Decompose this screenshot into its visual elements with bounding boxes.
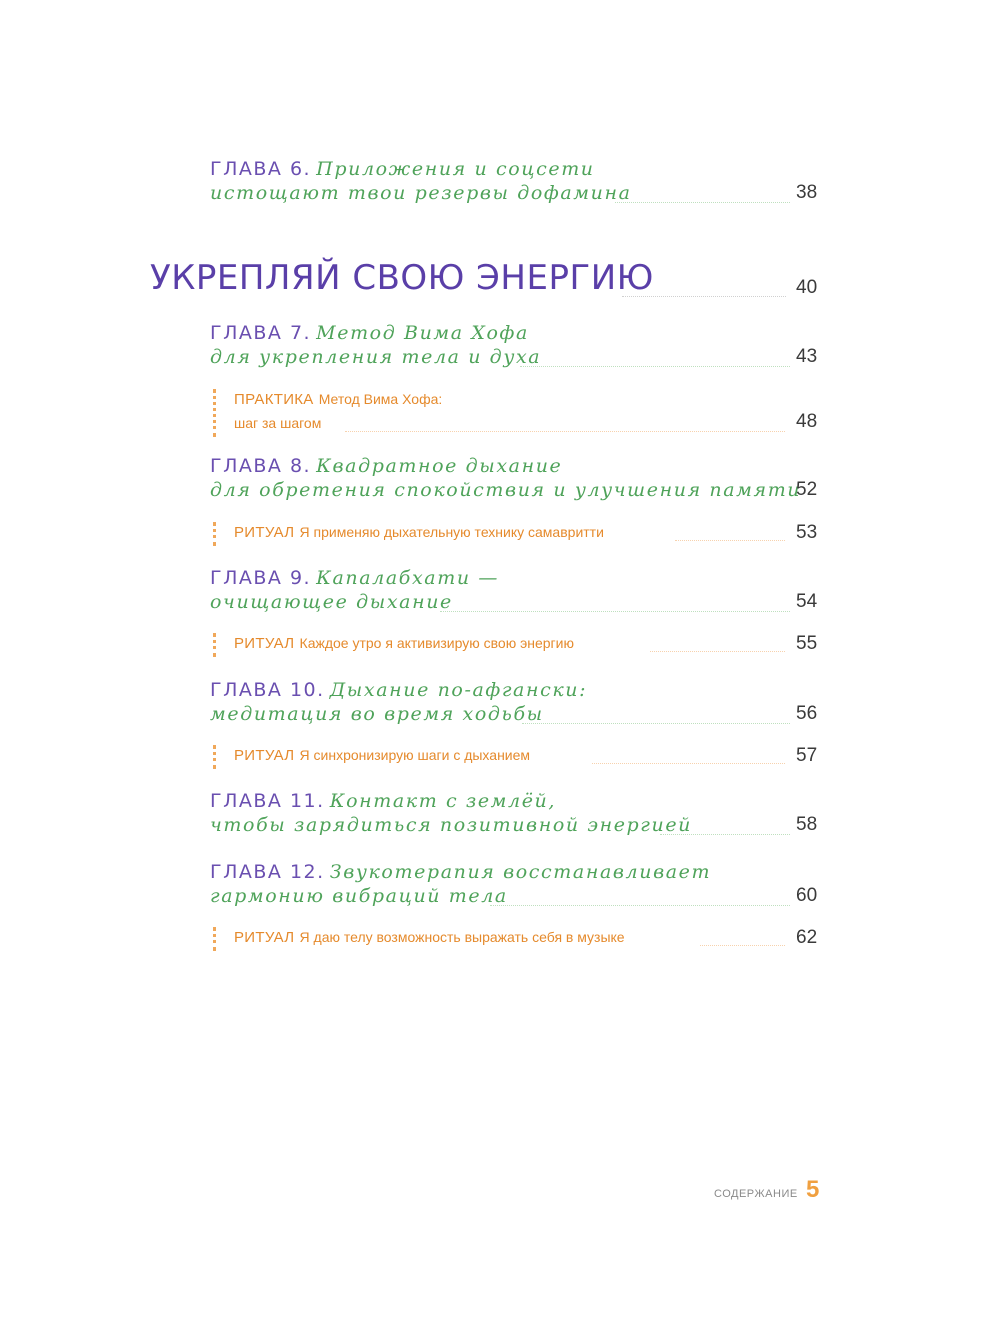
ritual-title: Я применяю дыхательную технику самавритти [299, 524, 604, 540]
chapter-title-line2: очищающее дыхание [210, 591, 453, 613]
chapter-label: ГЛАВА 6. [210, 158, 312, 180]
page-number: 53 [796, 522, 818, 543]
page-number: 55 [796, 633, 818, 654]
page-number: 62 [796, 927, 818, 948]
ritual-label: РИТУАЛ [234, 747, 295, 764]
dotted-marker [213, 389, 216, 437]
page-number: 56 [796, 703, 818, 724]
chapter-title-line1: Квадратное дыхание [316, 455, 563, 477]
dot-leader [490, 905, 790, 906]
dot-leader [675, 540, 785, 541]
chapter-title-line1: Контакт с землёй, [329, 790, 557, 812]
dotted-marker [213, 522, 216, 546]
chapter-title-line2: гармонию вибраций тела [210, 885, 508, 907]
chapter-title-line2: истощают твои резервы дофамина [210, 182, 632, 204]
dotted-marker [213, 745, 216, 769]
page-number: 58 [796, 814, 818, 835]
ritual-title: Я даю телу возможность выражать себя в музыке [299, 929, 625, 945]
chapter-label: ГЛАВА 12. [210, 861, 325, 883]
section-heading: УКРЕПЛЯЙ СВОЮ ЭНЕРГИЮ [150, 258, 654, 298]
practice-label: ПРАКТИКА [234, 391, 314, 408]
dot-leader [650, 651, 785, 652]
page-number: 54 [796, 591, 818, 612]
dot-leader [522, 723, 790, 724]
dot-leader [660, 834, 790, 835]
chapter-title-line2: для укрепления тела и духа [210, 346, 542, 368]
ritual-label: РИТУАЛ [234, 524, 295, 541]
chapter-label: ГЛАВА 9. [210, 567, 312, 589]
chapter-label: ГЛАВА 11. [210, 790, 325, 812]
chapter-title-line1: Капалабхати — [316, 567, 499, 589]
chapter-label: ГЛАВА 8. [210, 455, 312, 477]
dotted-marker [213, 927, 216, 951]
dot-leader [345, 431, 785, 432]
chapter-title-line2: чтобы зарядиться позитивной энергией [210, 814, 693, 836]
practice-title-line2: шаг за шагом [234, 415, 322, 431]
dot-leader [592, 763, 785, 764]
dot-leader [520, 366, 790, 367]
footer-page-number: 5 [806, 1176, 820, 1203]
page-number: 57 [796, 745, 818, 766]
chapter-label: ГЛАВА 10. [210, 679, 325, 701]
page-number: 38 [796, 182, 818, 203]
page-number: 60 [796, 885, 818, 906]
chapter-title-line1: Метод Вима Хофа [316, 322, 529, 344]
chapter-label: ГЛАВА 7. [210, 322, 312, 344]
footer-section-label: СОДЕРЖАНИЕ [714, 1188, 798, 1200]
dot-leader [440, 611, 790, 612]
ritual-title: Я синхронизирую шаги с дыханием [299, 747, 531, 763]
chapter-title-line2: для обретения спокойствия и улучшения памяти [210, 479, 802, 501]
page-number: 52 [796, 479, 818, 500]
dot-leader [622, 296, 786, 297]
chapter-title-line1: Приложения и соцсети [316, 158, 595, 180]
chapter-title-line1: Звукотерапия восстанавливает [329, 861, 712, 883]
chapter-title-line1: Дыхание по-афгански: [329, 679, 588, 701]
section-page-number: 40 [796, 277, 818, 298]
dot-leader [700, 945, 785, 946]
ritual-title: Каждое утро я активизирую свою энергию [299, 635, 574, 651]
practice-title-line1: Метод Вима Хофа: [318, 391, 443, 407]
page-number: 43 [796, 346, 818, 367]
dotted-marker [213, 633, 216, 657]
ritual-label: РИТУАЛ [234, 635, 295, 652]
chapter-title-line2: медитация во время ходьбы [210, 703, 544, 725]
ritual-label: РИТУАЛ [234, 929, 295, 946]
dot-leader [615, 202, 790, 203]
page-number: 48 [796, 411, 818, 432]
